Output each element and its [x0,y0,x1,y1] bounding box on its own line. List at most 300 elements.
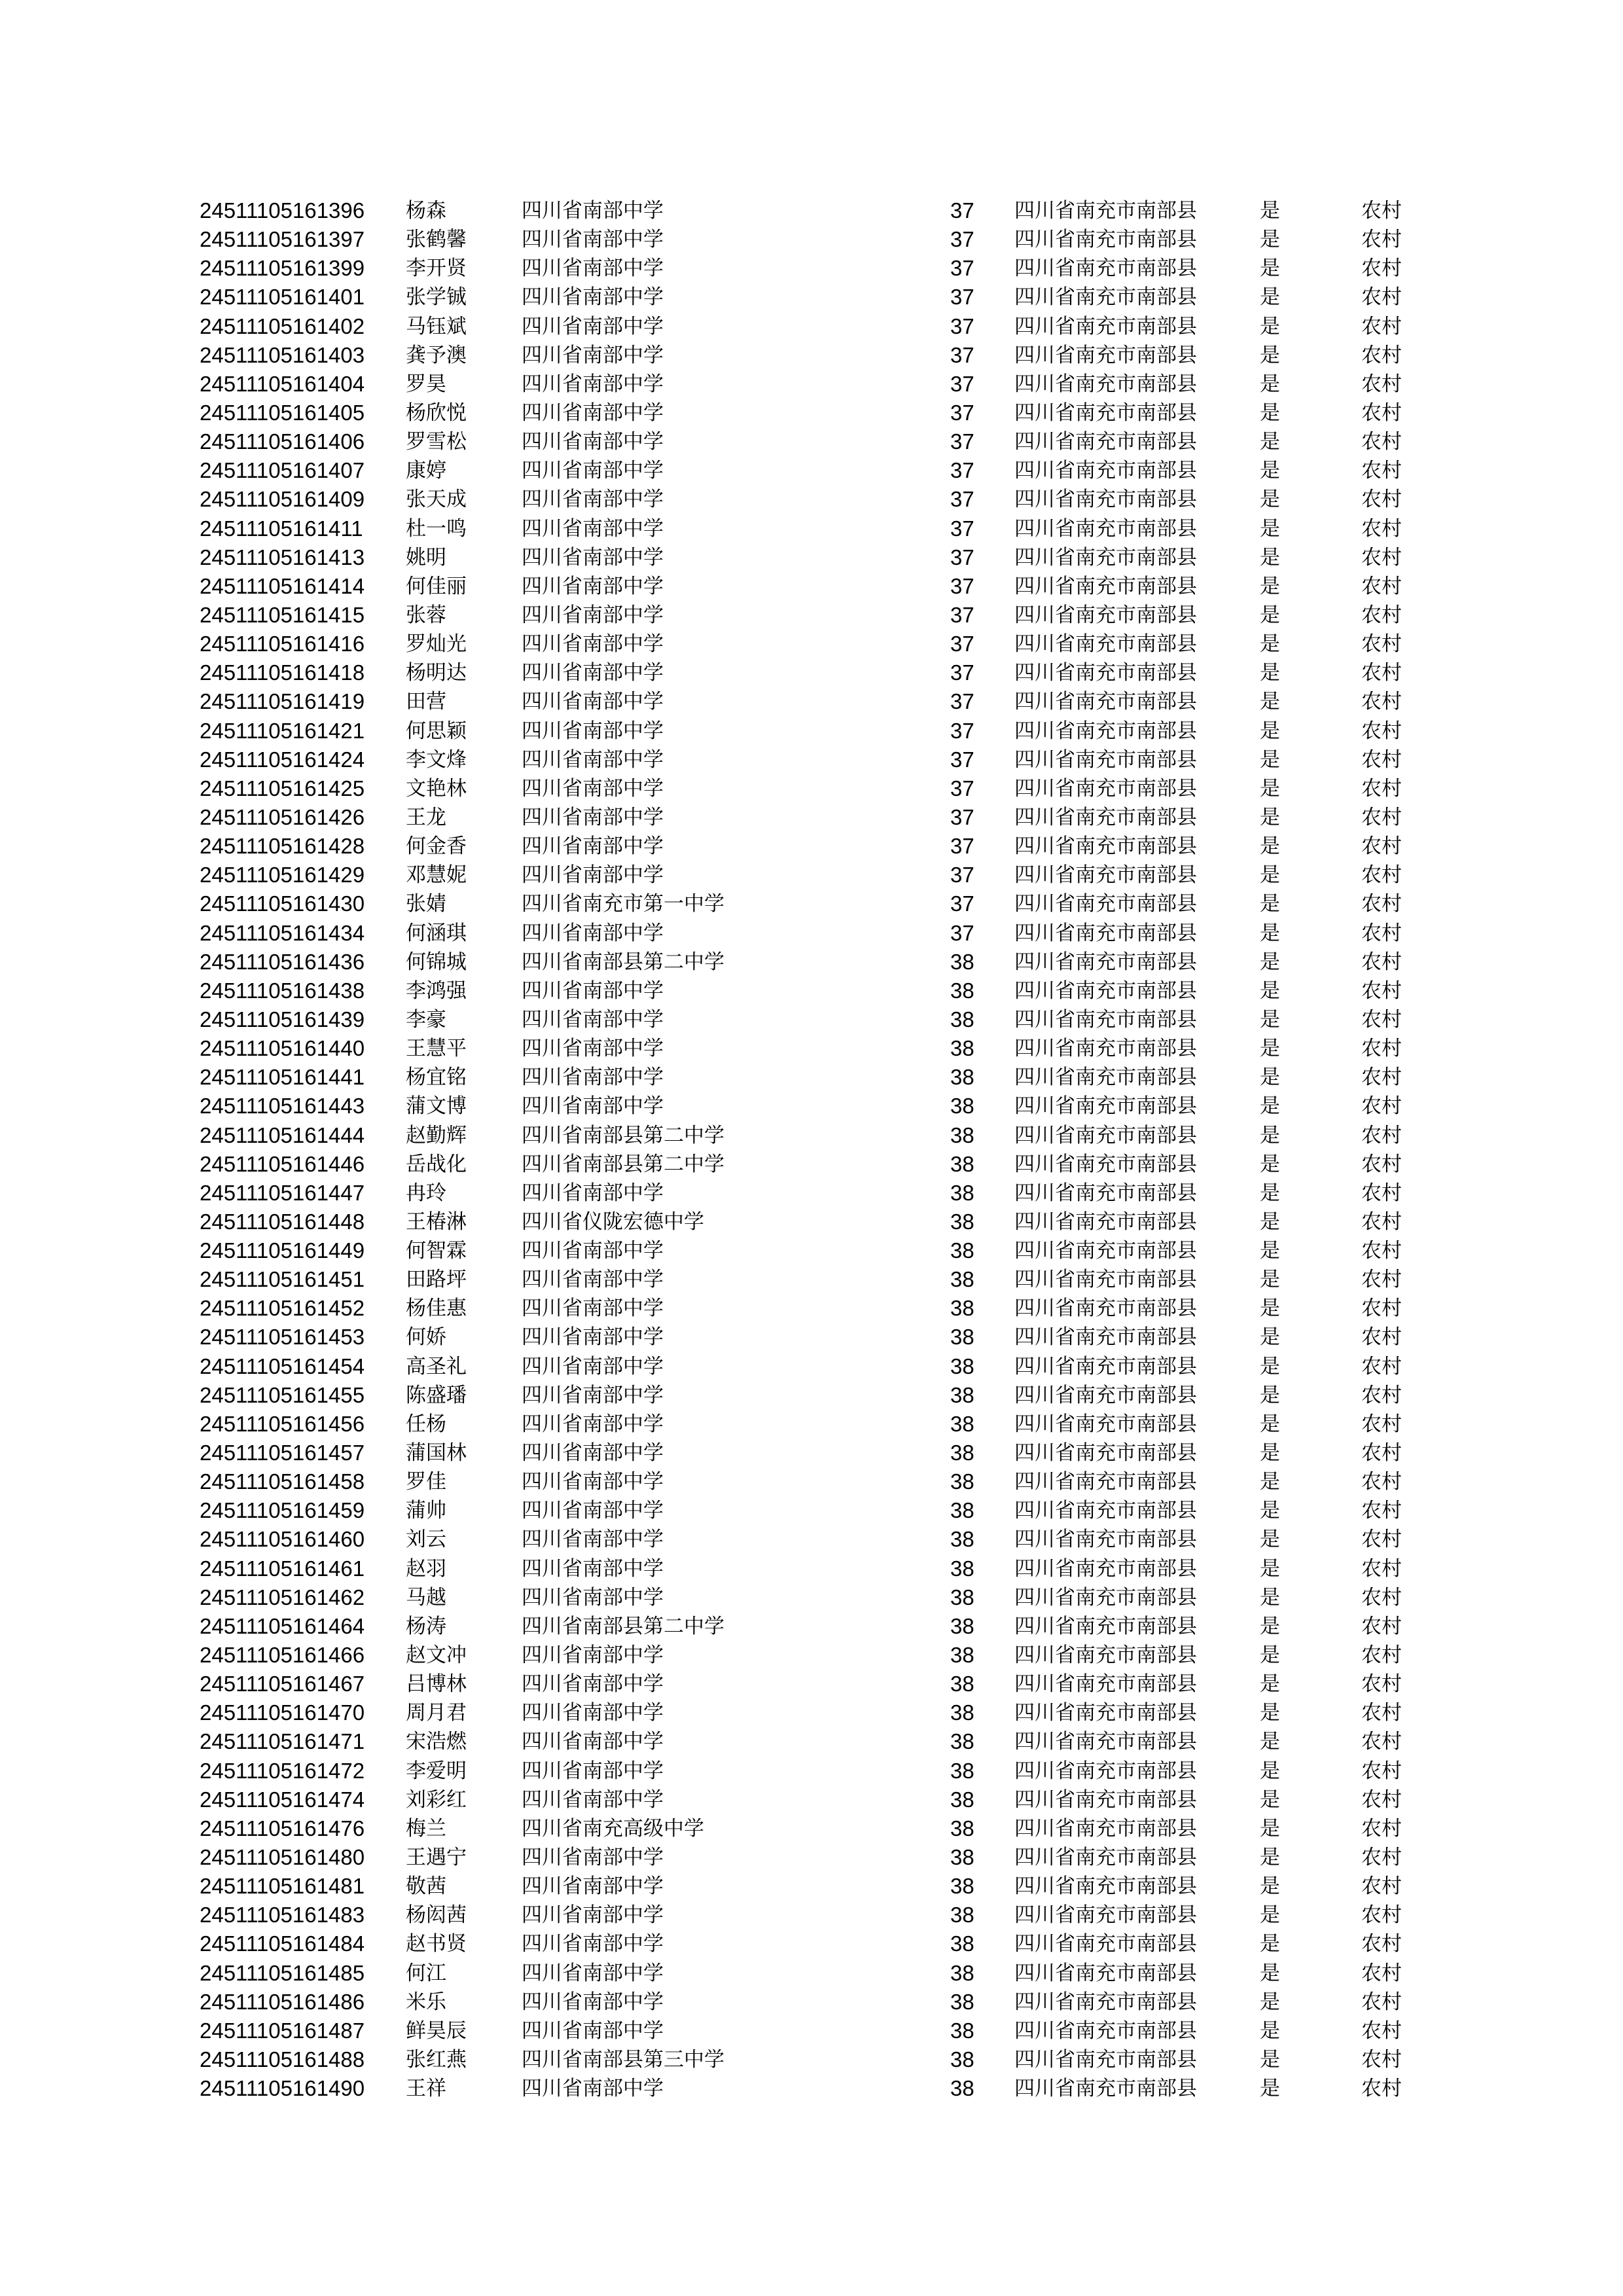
table-row [0,514,1623,543]
candidate-name-cell: 周月君 [406,1701,467,1725]
candidate-id-cell: 24511105161488 [200,2047,365,2072]
candidate-name-cell: 李文烽 [406,747,467,772]
candidate-name-cell: 文艳林 [406,776,467,800]
candidate-name-cell: 何娇 [406,1325,446,1350]
table-row [0,803,1623,832]
flag-cell: 是 [1260,921,1280,945]
flag-cell: 是 [1260,1210,1280,1234]
score-cell: 38 [950,1816,974,1840]
school-cell: 四川省南部中学 [522,401,664,425]
region-cell: 四川省南充市南部县 [1014,257,1197,281]
residence-type-cell: 农村 [1361,1297,1402,1321]
candidate-name-cell: 李爱明 [406,1759,467,1783]
residence-type-cell: 农村 [1361,2048,1402,2072]
flag-cell: 是 [1260,1556,1280,1581]
region-cell: 四川省南充市南部县 [1014,892,1197,916]
residence-type-cell: 农村 [1361,1268,1402,1292]
table-row [0,485,1623,514]
candidate-id-cell: 24511105161436 [200,949,365,974]
region-cell: 四川省南充市南部县 [1014,545,1197,569]
flag-cell: 是 [1260,834,1280,859]
school-cell: 四川省南部中学 [522,1585,664,1609]
score-cell: 38 [950,1585,974,1609]
flag-cell: 是 [1260,1990,1280,2014]
score-cell: 37 [950,573,974,598]
score-cell: 38 [950,978,974,1003]
school-cell: 四川省南部中学 [522,1297,664,1321]
flag-cell: 是 [1260,863,1280,888]
region-cell: 四川省南充市南部县 [1014,661,1197,685]
score-cell: 37 [950,342,974,367]
candidate-id-cell: 24511105161416 [200,632,365,656]
score-cell: 38 [950,1180,974,1205]
table-row [0,1843,1623,1872]
table-row [0,1872,1623,1901]
candidate-name-cell: 马越 [406,1585,446,1609]
score-cell: 38 [950,1758,974,1783]
table-row [0,1467,1623,1496]
region-cell: 四川省南充市南部县 [1014,1932,1197,1956]
school-cell: 四川省南部中学 [522,430,664,454]
school-cell: 四川省南部中学 [522,776,664,800]
region-cell: 四川省南充市南部县 [1014,314,1197,338]
candidate-id-cell: 24511105161401 [200,285,365,310]
region-cell: 四川省南充市南部县 [1014,1643,1197,1668]
table-row [0,1410,1623,1439]
candidate-id-cell: 24511105161466 [200,1643,365,1668]
table-row [0,225,1623,254]
candidate-id-cell: 24511105161474 [200,1787,365,1812]
school-cell: 四川省南部中学 [522,228,664,252]
score-cell: 37 [950,314,974,338]
candidate-name-cell: 罗灿光 [406,632,467,656]
score-cell: 38 [950,1527,974,1552]
residence-type-cell: 农村 [1361,285,1402,310]
candidate-name-cell: 岳战化 [406,1152,467,1176]
region-cell: 四川省南充市南部县 [1014,1846,1197,1870]
candidate-id-cell: 24511105161428 [200,834,365,859]
flag-cell: 是 [1260,1181,1280,1205]
region-cell: 四川省南充市南部县 [1014,1672,1197,1696]
score-cell: 38 [950,1960,974,1985]
school-cell: 四川省南部中学 [522,459,664,483]
residence-type-cell: 农村 [1361,459,1402,483]
score-cell: 38 [950,1845,974,1870]
candidate-id-cell: 24511105161421 [200,718,365,743]
score-cell: 37 [950,545,974,569]
candidate-id-cell: 24511105161415 [200,602,365,627]
region-cell: 四川省南充市南部县 [1014,1441,1197,1465]
table-row [0,1208,1623,1236]
region-cell: 四川省南充市南部县 [1014,863,1197,888]
school-cell: 四川省南部中学 [522,1787,664,1812]
score-cell: 38 [950,1325,974,1350]
flag-cell: 是 [1260,1672,1280,1696]
table-row [0,977,1623,1005]
residence-type-cell: 农村 [1361,2077,1402,2101]
score-cell: 37 [950,689,974,714]
school-cell: 四川省南部中学 [522,574,664,598]
candidate-id-cell: 24511105161425 [200,776,365,800]
table-row [0,1727,1623,1756]
school-cell: 四川省南部中学 [522,661,664,685]
region-cell: 四川省南充市南部县 [1014,2077,1197,2101]
table-row [0,832,1623,861]
flag-cell: 是 [1260,1152,1280,1176]
residence-type-cell: 农村 [1361,1903,1402,1928]
school-cell: 四川省南充市第一中学 [522,892,724,916]
candidate-id-cell: 24511105161453 [200,1325,365,1350]
candidate-id-cell: 24511105161454 [200,1354,365,1378]
score-cell: 38 [950,1036,974,1061]
candidate-id-cell: 24511105161484 [200,1931,365,1956]
flag-cell: 是 [1260,516,1280,541]
school-cell: 四川省南部中学 [522,747,664,772]
table-row [0,1121,1623,1150]
school-cell: 四川省南部中学 [522,1672,664,1696]
flag-cell: 是 [1260,545,1280,569]
score-cell: 37 [950,660,974,685]
region-cell: 四川省南充市南部县 [1014,1354,1197,1378]
table-row [0,1698,1623,1727]
flag-cell: 是 [1260,1412,1280,1436]
school-cell: 四川省南部中学 [522,1556,664,1581]
residence-type-cell: 农村 [1361,1470,1402,1494]
candidate-id-cell: 24511105161429 [200,863,365,888]
table-row [0,1525,1623,1554]
region-cell: 四川省南充市南部县 [1014,921,1197,945]
school-cell: 四川省南部中学 [522,1239,664,1263]
candidate-name-cell: 王龙 [406,805,446,829]
table-row [0,370,1623,399]
candidate-name-cell: 高圣礼 [406,1354,467,1378]
school-cell: 四川省南部中学 [522,1037,664,1061]
flag-cell: 是 [1260,1470,1280,1494]
region-cell: 四川省南充市南部县 [1014,343,1197,367]
candidate-name-cell: 赵文冲 [406,1643,467,1668]
region-cell: 四川省南充市南部县 [1014,1210,1197,1234]
flag-cell: 是 [1260,199,1280,223]
candidate-name-cell: 何思颖 [406,719,467,743]
school-cell: 四川省南部中学 [522,921,664,945]
score-cell: 37 [950,804,974,829]
candidate-id-cell: 24511105161413 [200,545,365,569]
flag-cell: 是 [1260,1354,1280,1378]
candidate-name-cell: 宋浩燃 [406,1730,467,1754]
candidate-name-cell: 王祥 [406,2077,446,2101]
flag-cell: 是 [1260,950,1280,974]
candidate-id-cell: 24511105161481 [200,1874,365,1899]
candidate-name-cell: 何江 [406,1961,446,1985]
flag-cell: 是 [1260,2077,1280,2101]
residence-type-cell: 农村 [1361,1354,1402,1378]
region-cell: 四川省南充市南部县 [1014,1412,1197,1436]
candidate-id-cell: 24511105161464 [200,1613,365,1638]
flag-cell: 是 [1260,661,1280,685]
candidate-name-cell: 邓慧妮 [406,863,467,888]
school-cell: 四川省南部中学 [522,516,664,541]
flag-cell: 是 [1260,1268,1280,1292]
table-row [0,1179,1623,1208]
table-row [0,919,1623,948]
candidate-name-cell: 何智霖 [406,1239,467,1263]
candidate-id-cell: 24511105161407 [200,458,365,483]
school-cell: 四川省南部中学 [522,1730,664,1754]
flag-cell: 是 [1260,1961,1280,1985]
score-cell: 38 [950,1354,974,1378]
flag-cell: 是 [1260,805,1280,829]
region-cell: 四川省南充市南部县 [1014,950,1197,974]
candidate-id-cell: 24511105161409 [200,487,365,512]
candidate-id-cell: 24511105161455 [200,1382,365,1407]
candidate-name-cell: 何锦城 [406,950,467,974]
flag-cell: 是 [1260,574,1280,598]
table-row [0,1496,1623,1525]
candidate-name-cell: 赵勤辉 [406,1123,467,1147]
region-cell: 四川省南充市南部县 [1014,1816,1197,1840]
candidate-id-cell: 24511105161467 [200,1672,365,1696]
residence-type-cell: 农村 [1361,257,1402,281]
flag-cell: 是 [1260,1730,1280,1754]
residence-type-cell: 农村 [1361,1499,1402,1523]
school-cell: 四川省南部中学 [522,1181,664,1205]
table-row [0,861,1623,889]
table-row [0,687,1623,716]
region-cell: 四川省南充市南部县 [1014,1499,1197,1523]
flag-cell: 是 [1260,747,1280,772]
flag-cell: 是 [1260,430,1280,454]
flag-cell: 是 [1260,314,1280,338]
score-cell: 37 [950,776,974,800]
region-cell: 四川省南充市南部县 [1014,1094,1197,1119]
candidate-id-cell: 24511105161438 [200,978,365,1003]
score-cell: 38 [950,1007,974,1031]
table-row [0,601,1623,630]
candidate-id-cell: 24511105161460 [200,1527,365,1552]
school-cell: 四川省南部中学 [522,1643,664,1668]
candidate-name-cell: 陈盛璠 [406,1383,467,1407]
table-row [0,1352,1623,1381]
table-row [0,1150,1623,1179]
candidate-id-cell: 24511105161452 [200,1296,365,1321]
school-cell: 四川省南部中学 [522,690,664,714]
table-row [0,1063,1623,1092]
region-cell: 四川省南充市南部县 [1014,228,1197,252]
score-cell: 38 [950,1989,974,2014]
school-cell: 四川省南部中学 [522,545,664,569]
table-row [0,2017,1623,2045]
flag-cell: 是 [1260,257,1280,281]
flag-cell: 是 [1260,1499,1280,1523]
flag-cell: 是 [1260,719,1280,743]
residence-type-cell: 农村 [1361,776,1402,800]
flag-cell: 是 [1260,1759,1280,1783]
residence-type-cell: 农村 [1361,372,1402,396]
candidate-id-cell: 24511105161446 [200,1151,365,1176]
candidate-id-cell: 24511105161459 [200,1498,365,1523]
score-cell: 38 [950,1613,974,1638]
table-row [0,1641,1623,1670]
candidate-id-cell: 24511105161447 [200,1180,365,1205]
table-row [0,1092,1623,1121]
flag-cell: 是 [1260,1297,1280,1321]
candidate-name-cell: 杜一鸣 [406,516,467,541]
candidate-name-cell: 马钰斌 [406,314,467,338]
region-cell: 四川省南充市南部县 [1014,834,1197,859]
school-cell: 四川省南部中学 [522,2077,664,2101]
candidate-id-cell: 24511105161449 [200,1238,365,1263]
residence-type-cell: 农村 [1361,1787,1402,1812]
school-cell: 四川省南部中学 [522,285,664,310]
residence-type-cell: 农村 [1361,343,1402,367]
score-cell: 37 [950,891,974,916]
school-cell: 四川省南部中学 [522,1441,664,1465]
region-cell: 四川省南充市南部县 [1014,1268,1197,1292]
table-row [0,427,1623,456]
region-cell: 四川省南充市南部县 [1014,978,1197,1003]
region-cell: 四川省南充市南部县 [1014,1239,1197,1263]
region-cell: 四川省南充市南部县 [1014,1701,1197,1725]
candidate-id-cell: 24511105161486 [200,1989,365,2014]
flag-cell: 是 [1260,285,1280,310]
residence-type-cell: 农村 [1361,574,1402,598]
table-row [0,283,1623,312]
candidate-id-cell: 24511105161397 [200,227,365,252]
residence-type-cell: 农村 [1361,1152,1402,1176]
region-cell: 四川省南充市南部县 [1014,1007,1197,1031]
school-cell: 四川省南部中学 [522,1961,664,1985]
flag-cell: 是 [1260,1066,1280,1090]
score-cell: 37 [950,285,974,310]
score-cell: 38 [950,1469,974,1494]
residence-type-cell: 农村 [1361,1412,1402,1436]
candidate-id-cell: 24511105161396 [200,198,365,223]
candidate-name-cell: 罗雪松 [406,430,467,454]
flag-cell: 是 [1260,1383,1280,1407]
score-cell: 38 [950,1700,974,1725]
school-cell: 四川省南部中学 [522,1932,664,1956]
school-cell: 四川省南部县第二中学 [522,1123,724,1147]
score-cell: 37 [950,429,974,454]
candidate-name-cell: 鲜昊辰 [406,2018,467,2043]
candidate-id-cell: 24511105161414 [200,573,365,598]
residence-type-cell: 农村 [1361,834,1402,859]
school-cell: 四川省南部中学 [522,632,664,656]
region-cell: 四川省南充市南部县 [1014,1528,1197,1552]
score-cell: 37 [950,198,974,223]
school-cell: 四川省南部中学 [522,1846,664,1870]
residence-type-cell: 农村 [1361,1239,1402,1263]
candidate-name-cell: 康婷 [406,459,446,483]
residence-type-cell: 农村 [1361,1383,1402,1407]
residence-type-cell: 农村 [1361,1441,1402,1465]
region-cell: 四川省南充市南部县 [1014,805,1197,829]
flag-cell: 是 [1260,978,1280,1003]
residence-type-cell: 农村 [1361,1730,1402,1754]
school-cell: 四川省南部县第二中学 [522,1152,724,1176]
residence-type-cell: 农村 [1361,1816,1402,1840]
school-cell: 四川省南部中学 [522,1066,664,1090]
candidate-id-cell: 24511105161403 [200,342,365,367]
candidate-name-cell: 张鹤馨 [406,228,467,252]
region-cell: 四川省南充市南部县 [1014,430,1197,454]
candidate-id-cell: 24511105161461 [200,1556,365,1581]
residence-type-cell: 农村 [1361,747,1402,772]
candidate-id-cell: 24511105161451 [200,1267,365,1292]
score-cell: 37 [950,400,974,425]
school-cell: 四川省南部中学 [522,1412,664,1436]
candidate-id-cell: 24511105161439 [200,1007,365,1031]
table-row [0,1757,1623,1785]
score-cell: 38 [950,949,974,974]
residence-type-cell: 农村 [1361,488,1402,512]
candidate-name-cell: 罗昊 [406,372,446,396]
residence-type-cell: 农村 [1361,1123,1402,1147]
candidate-id-cell: 24511105161472 [200,1758,365,1783]
table-row [0,1901,1623,1929]
flag-cell: 是 [1260,1701,1280,1725]
region-cell: 四川省南充市南部县 [1014,516,1197,541]
score-cell: 38 [950,1094,974,1119]
score-cell: 37 [950,834,974,859]
school-cell: 四川省南部中学 [522,1499,664,1523]
score-cell: 38 [950,1151,974,1176]
region-cell: 四川省南充市南部县 [1014,2048,1197,2072]
candidate-name-cell: 杨涛 [406,1614,446,1638]
candidate-name-cell: 王慧平 [406,1037,467,1061]
residence-type-cell: 农村 [1361,1961,1402,1985]
school-cell: 四川省南部县第三中学 [522,2048,724,2072]
candidate-name-cell: 杨欣悦 [406,401,467,425]
residence-type-cell: 农村 [1361,1037,1402,1061]
score-cell: 37 [950,516,974,541]
table-row [0,543,1623,572]
school-cell: 四川省南部中学 [522,1470,664,1494]
flag-cell: 是 [1260,2048,1280,2072]
candidate-id-cell: 24511105161419 [200,689,365,714]
residence-type-cell: 农村 [1361,228,1402,252]
table-row [0,2045,1623,2074]
flag-cell: 是 [1260,1037,1280,1061]
residence-type-cell: 农村 [1361,1614,1402,1638]
region-cell: 四川省南充市南部县 [1014,776,1197,800]
candidate-name-cell: 田营 [406,690,446,714]
region-cell: 四川省南充市南部县 [1014,2018,1197,2043]
score-cell: 38 [950,1065,974,1090]
school-cell: 四川省南部中学 [522,372,664,396]
flag-cell: 是 [1260,1816,1280,1840]
school-cell: 四川省南部中学 [522,257,664,281]
school-cell: 四川省南部中学 [522,1874,664,1899]
candidate-name-cell: 王椿淋 [406,1210,467,1234]
score-cell: 38 [950,1441,974,1465]
candidate-id-cell: 24511105161402 [200,314,365,338]
residence-type-cell: 农村 [1361,1210,1402,1234]
region-cell: 四川省南充市南部县 [1014,1152,1197,1176]
region-cell: 四川省南充市南部县 [1014,747,1197,772]
candidate-id-cell: 24511105161476 [200,1816,365,1840]
residence-type-cell: 农村 [1361,719,1402,743]
score-cell: 38 [950,1267,974,1292]
table-row [0,1670,1623,1698]
candidate-name-cell: 张红燕 [406,2048,467,2072]
score-cell: 38 [950,1874,974,1899]
flag-cell: 是 [1260,1094,1280,1119]
residence-type-cell: 农村 [1361,1990,1402,2014]
school-cell: 四川省南部中学 [522,1268,664,1292]
flag-cell: 是 [1260,1903,1280,1928]
school-cell: 四川省南部中学 [522,1701,664,1725]
